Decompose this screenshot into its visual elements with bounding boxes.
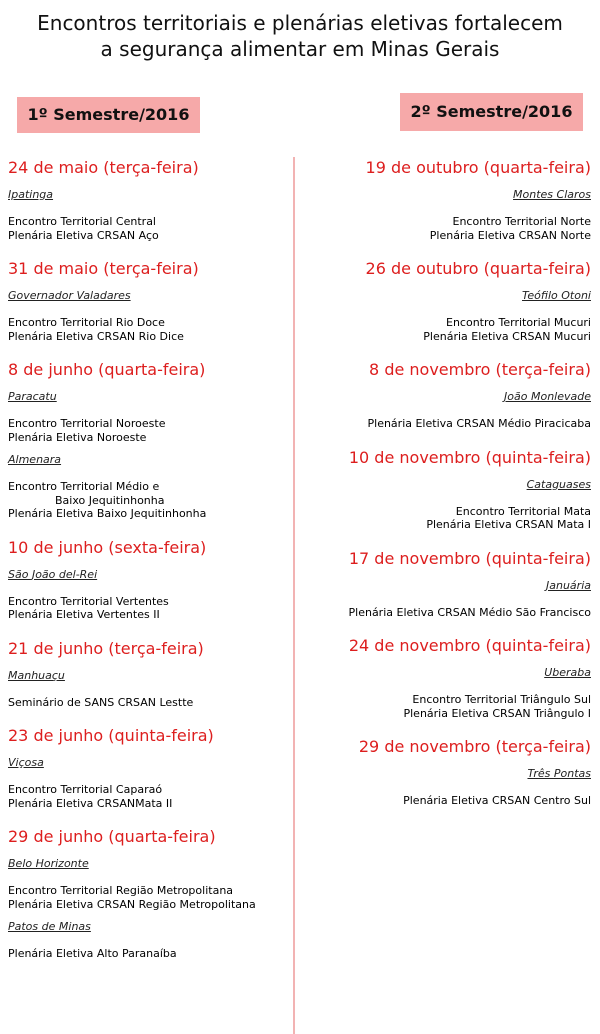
schedule-block [8, 359, 292, 521]
event-city: Teófilo Otoni [522, 289, 591, 302]
schedule-block [306, 258, 591, 343]
event-item: Plenária Eletiva CRSAN Aço [8, 228, 159, 242]
schedule-block [306, 548, 591, 620]
event-city: Viçosa [8, 756, 44, 769]
event-date: 26 de outubro (quarta-feira) [365, 259, 591, 278]
event-item: Plenária Eletiva CRSAN Médio São Francisco [348, 605, 591, 619]
second-semester-column [306, 157, 591, 824]
schedule-block [306, 447, 591, 532]
event-date: 19 de outubro (quarta-feira) [365, 158, 591, 177]
event-list [306, 794, 591, 808]
event-city: Uberaba [544, 666, 591, 679]
event-item: Encontro Territorial Médio e [8, 480, 160, 493]
event-item: Encontro Territorial Central [8, 215, 156, 228]
column-divider [293, 157, 295, 1034]
event-city: Paracatu [8, 390, 57, 403]
first-semester-label: 1º Semestre/2016 [17, 97, 200, 133]
event-city: Almenara [8, 453, 62, 466]
event-item: Encontro Territorial Região Metropolitana [8, 884, 234, 897]
event-list [8, 595, 292, 622]
schedule-block [306, 635, 591, 720]
event-list [8, 480, 292, 521]
event-item: Plenária Eletiva CRSAN Norte [429, 228, 591, 242]
event-list [8, 947, 292, 961]
schedule-block [8, 258, 292, 343]
event-city: Belo Horizonte [8, 857, 89, 870]
title-line-1: Encontros territoriais e plenárias eletivas fortalecem [37, 11, 563, 35]
event-list [306, 316, 591, 343]
event-item: Plenária Eletiva CRSAN Região Metropolitana [8, 897, 256, 911]
event-city: Três Pontas [527, 767, 591, 780]
event-date: 29 de junho (quarta-feira) [8, 827, 216, 846]
event-date: 24 de novembro (quinta-feira) [348, 636, 591, 655]
event-item: Encontro Territorial Mata [455, 504, 591, 518]
event-city: Manhuaçu [8, 668, 65, 682]
event-list [8, 696, 292, 710]
event-city: Cataguases [526, 477, 591, 491]
event-item: Plenária Eletiva CRSAN Mata I [426, 518, 591, 531]
event-item: Encontro Territorial Mucuri [446, 316, 591, 329]
event-item: Encontro Territorial Noroeste [8, 417, 166, 430]
event-date: 23 de junho (quinta-feira) [8, 726, 214, 745]
event-item: Plenária Eletiva CRSAN Médio Piracicaba [367, 417, 591, 430]
event-city: Patos de Minas [8, 920, 91, 933]
first-semester-column [8, 157, 292, 977]
page-title [0, 10, 600, 62]
event-city: São João del-Rei [8, 567, 98, 581]
event-city: Governador Valadares [8, 289, 131, 302]
event-date: 8 de novembro (terça-feira) [369, 360, 591, 379]
event-item: Plenária Eletiva Vertentes II [8, 608, 160, 621]
event-item: Plenária Eletiva CRSANMata II [8, 796, 173, 810]
event-item: Encontro Territorial Caparaó [8, 783, 163, 796]
event-item: Plenária Eletiva CRSAN Triângulo I [403, 706, 591, 720]
event-item: Encontro Territorial Vertentes [8, 594, 169, 608]
event-date: 24 de maio (terça-feira) [8, 158, 199, 177]
event-list [306, 505, 591, 532]
schedule-block [306, 157, 591, 242]
event-list [306, 693, 591, 720]
event-date: 29 de novembro (terça-feira) [358, 737, 591, 756]
event-list [8, 417, 292, 444]
event-item: Plenária Eletiva Baixo Jequitinhonha [8, 507, 207, 520]
event-date: 31 de maio (terça-feira) [8, 259, 199, 278]
event-list [306, 606, 591, 620]
event-date: 8 de junho (quarta-feira) [8, 360, 206, 379]
event-item: Plenária Eletiva Noroeste [8, 430, 147, 444]
schedule-block [306, 736, 591, 808]
event-list [306, 215, 591, 242]
schedule-block [8, 725, 292, 810]
event-item: Plenária Eletiva Alto Paranaíba [8, 947, 177, 960]
event-item: Baixo Jequitinhonha [55, 493, 165, 507]
schedule-block [8, 157, 292, 242]
event-date: 17 de novembro (quinta-feira) [348, 548, 591, 568]
event-item: Plenária Eletiva CRSAN Centro Sul [403, 794, 591, 807]
event-date: 10 de junho (sexta-feira) [8, 537, 207, 557]
event-list [8, 215, 292, 242]
event-list [8, 783, 292, 810]
event-item: Encontro Territorial Rio Doce [8, 316, 165, 329]
event-item: Plenária Eletiva CRSAN Mucuri [423, 329, 591, 343]
title-line-2: a segurança alimentar em Minas Gerais [100, 37, 500, 61]
event-date: 10 de novembro (quinta-feira) [348, 447, 591, 467]
event-date: 21 de junho (terça-feira) [8, 638, 204, 658]
event-list [306, 417, 591, 431]
schedule-block [8, 826, 292, 961]
event-item: Encontro Territorial Triângulo Sul [412, 693, 591, 706]
event-city: Montes Claros [513, 188, 591, 201]
event-city: Januária [546, 578, 591, 592]
schedule-block [306, 359, 591, 431]
schedule-block [8, 537, 292, 622]
event-city: João Monlevade [504, 390, 591, 403]
event-list [8, 884, 292, 911]
event-list [8, 316, 292, 343]
second-semester-label: 2º Semestre/2016 [400, 93, 583, 131]
event-item: Seminário de SANS CRSAN Lestte [8, 695, 194, 709]
schedule-block [8, 638, 292, 710]
event-item: Encontro Territorial Norte [452, 215, 591, 228]
event-item: Plenária Eletiva CRSAN Rio Dice [8, 329, 184, 343]
event-city: Ipatinga [8, 188, 54, 201]
